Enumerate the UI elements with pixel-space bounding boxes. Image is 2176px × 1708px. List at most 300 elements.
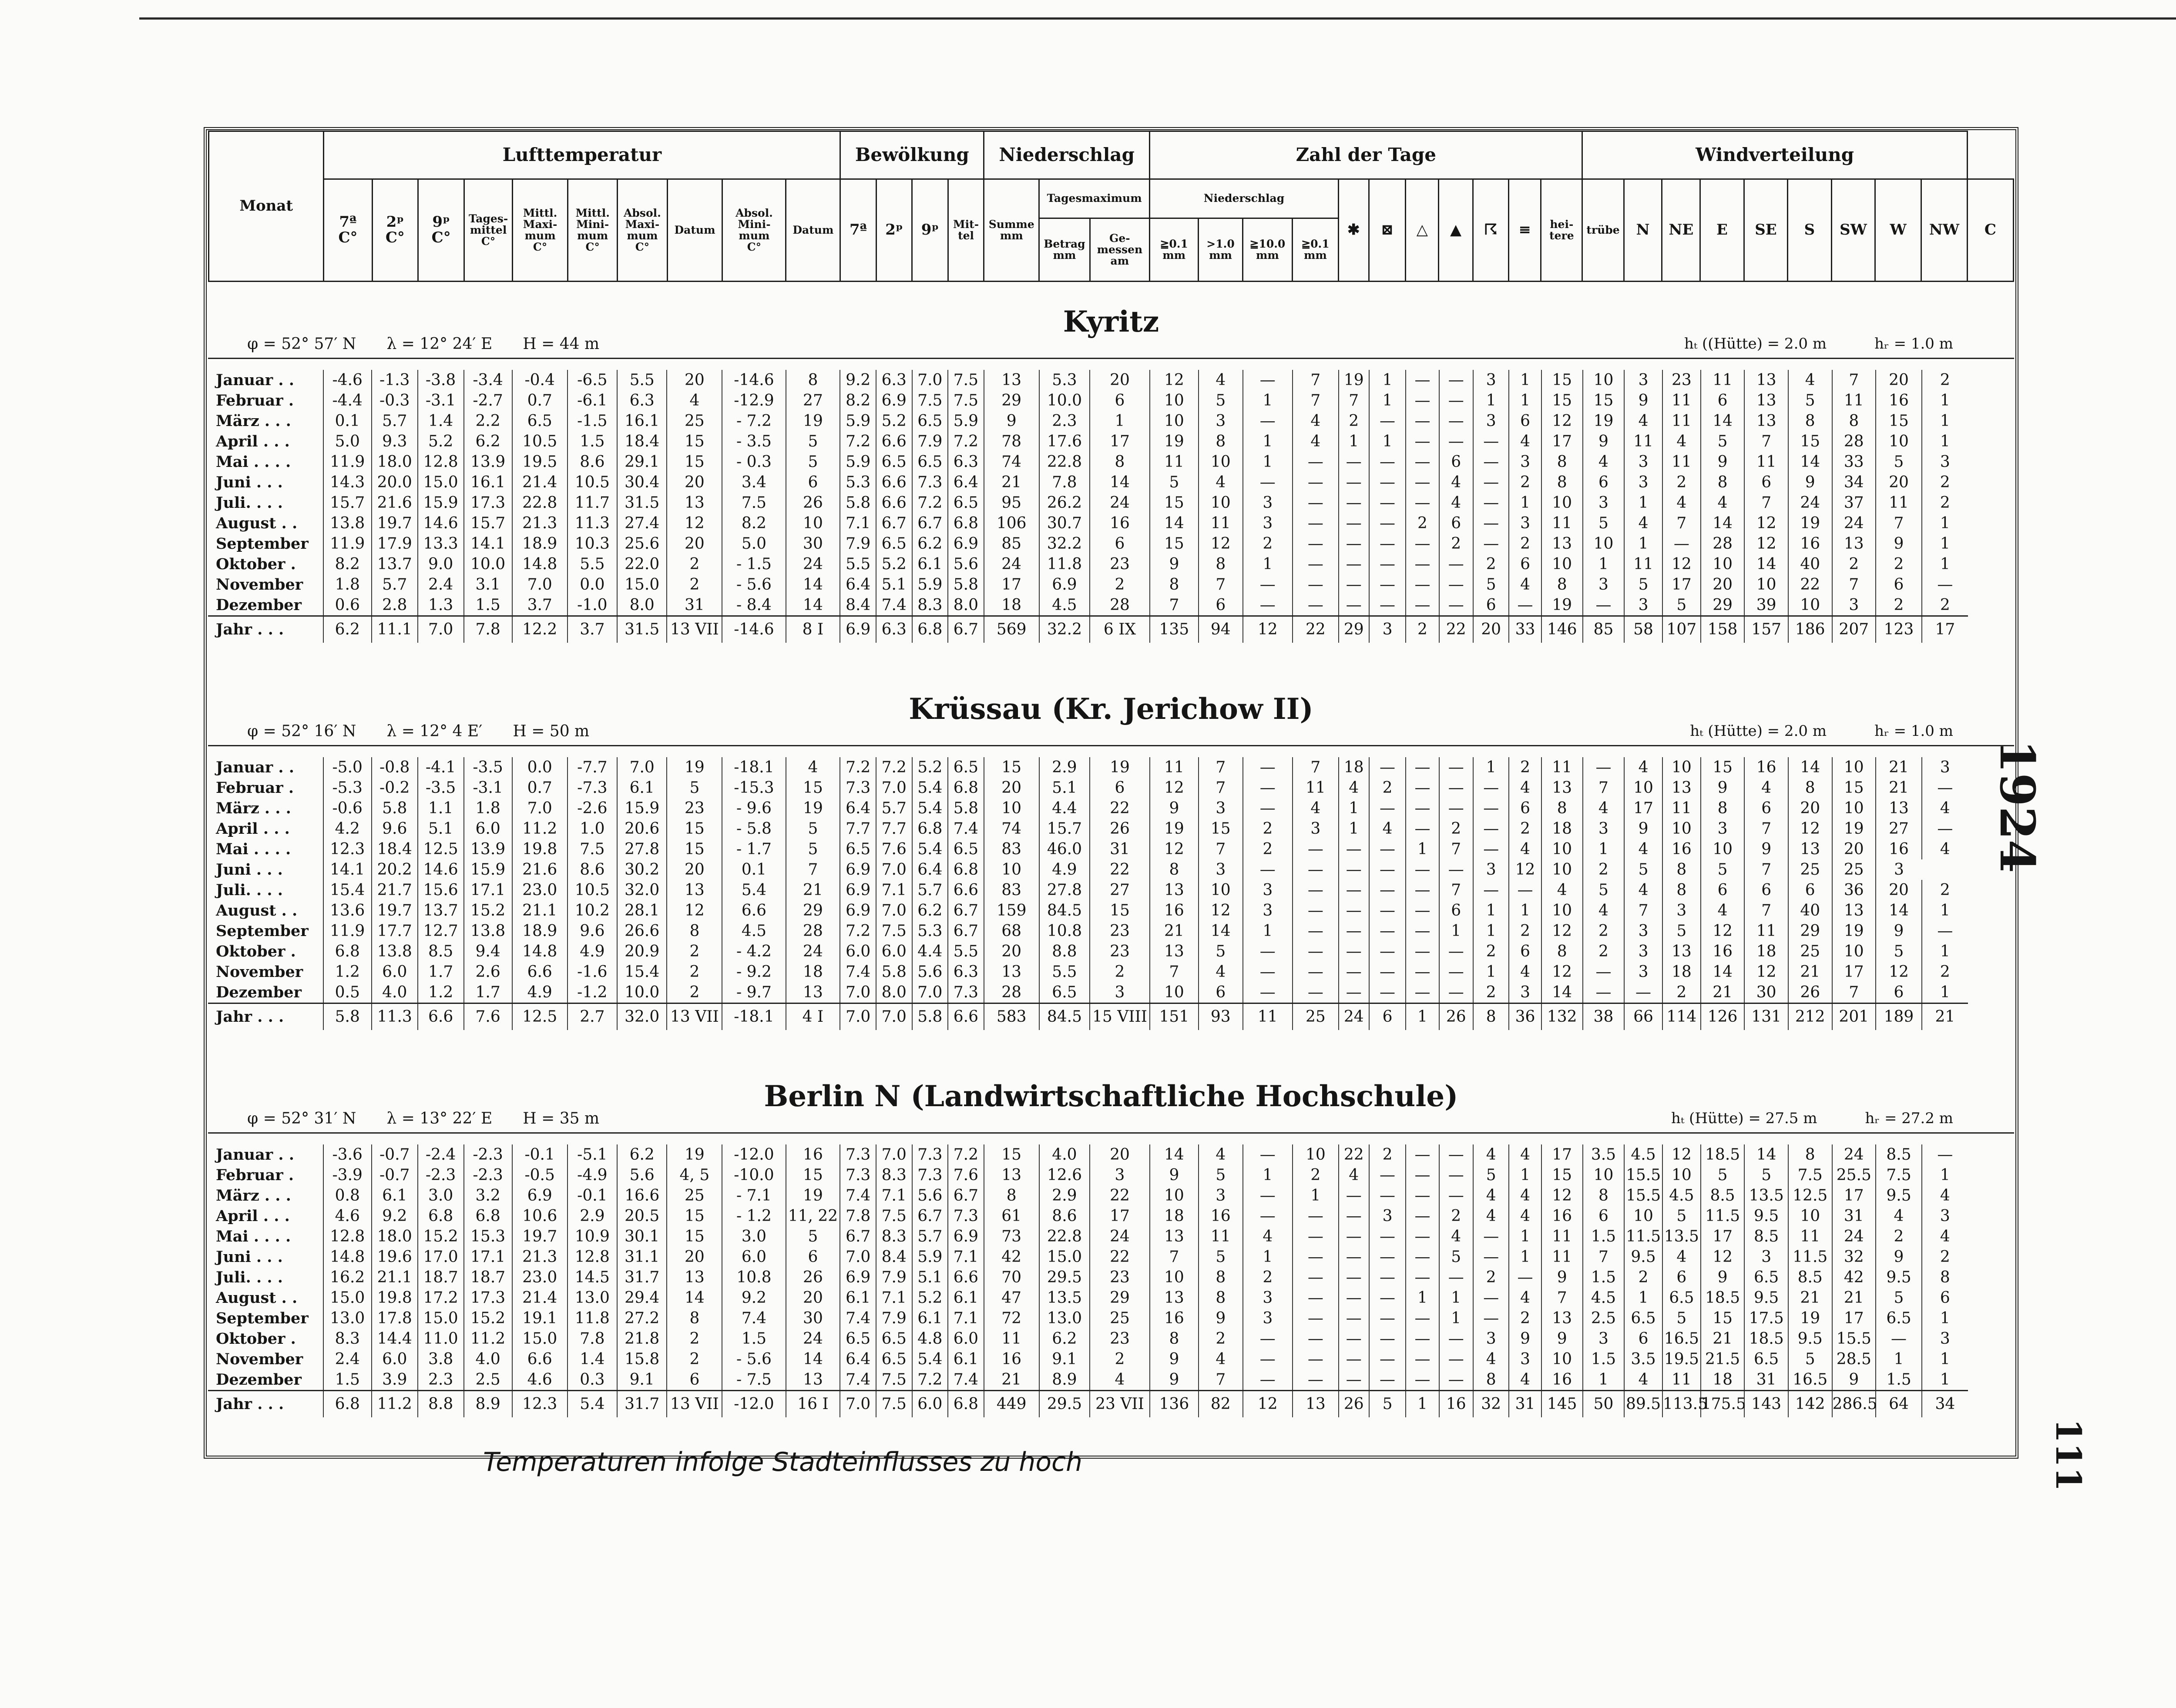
cell: -14.6 [722, 616, 786, 643]
cell: 5.4 [912, 778, 948, 798]
cell: 15.4 [323, 880, 372, 900]
cell: — [1406, 390, 1439, 411]
table-row [208, 880, 2014, 900]
cell: 4.8 [912, 1329, 948, 1349]
cell: 8.2 [323, 554, 372, 574]
cell: 3 [1624, 452, 1662, 472]
cell: — [1243, 1185, 1293, 1206]
cell: 5.9 [840, 452, 876, 472]
cell: — [1369, 962, 1406, 982]
table-row [208, 452, 2014, 472]
cell: 1.2 [418, 982, 464, 1003]
cell: 1 [1369, 370, 1406, 390]
cell: 16.1 [464, 472, 512, 493]
cell: — [1406, 1329, 1439, 1349]
cell: 10 [1150, 1185, 1199, 1206]
cell: 18 [1339, 757, 1369, 778]
cell: — [1293, 1329, 1339, 1349]
cell: 21.3 [512, 1247, 568, 1267]
cell: 12 [667, 900, 722, 921]
cell: 13 [1744, 411, 1788, 431]
cell: 10.6 [512, 1206, 568, 1226]
cell: 6.7 [948, 900, 984, 921]
cell: 5 [1199, 1165, 1243, 1185]
cell: 17 [1922, 616, 1968, 643]
cell: 13 [1832, 900, 1876, 921]
station-title: Berlin N (Landwirtschaftliche Hochschule) [764, 1079, 1458, 1113]
cell: 2.3 [418, 1369, 464, 1391]
cell: 14 [1701, 962, 1745, 982]
cell: 2 [1922, 493, 1968, 513]
cell: 20 [667, 472, 722, 493]
cell: — [1406, 962, 1439, 982]
cell: 4 [667, 390, 722, 411]
cell: — [1293, 554, 1339, 574]
cell: 58 [1624, 616, 1662, 643]
cell: 24 [786, 554, 840, 574]
cell: 6.3 [876, 616, 912, 643]
cell: 4 [1744, 778, 1788, 798]
cell: 8.5 [1876, 1144, 1922, 1165]
cell: 10 [1199, 880, 1243, 900]
cell: — [1406, 859, 1439, 880]
cell: — [1406, 554, 1439, 574]
cell: 5 [1439, 1247, 1473, 1267]
month-label: August . . [216, 514, 298, 532]
cell: 2 [1922, 595, 1968, 616]
cell: 15.7 [1039, 819, 1090, 839]
cell: 4 [1473, 1349, 1509, 1369]
cell: 4 [1509, 839, 1541, 859]
cell: 22.8 [512, 493, 568, 513]
cell: 13 [667, 493, 722, 513]
cell: 17 [1624, 798, 1662, 819]
cell: 3 [1624, 370, 1662, 390]
cell: 13.0 [1039, 1308, 1090, 1329]
cell: 31 [1744, 1369, 1788, 1391]
cell: -12.9 [722, 390, 786, 411]
cell: 9.6 [372, 819, 418, 839]
cell: 6.6 [876, 431, 912, 452]
cell: 8 [1541, 574, 1583, 595]
cell: 4 [1439, 1226, 1473, 1247]
cell: 8.3 [876, 1165, 912, 1185]
cell: 18.7 [418, 1267, 464, 1288]
cell: 13 [1832, 534, 1876, 554]
cell: 4 [1624, 880, 1662, 900]
cell: 4 [1473, 1206, 1509, 1226]
cell: 22 [1339, 1144, 1369, 1165]
cell: 9 [1150, 798, 1199, 819]
cell: 14 [1788, 757, 1832, 778]
cell: 29 [984, 390, 1039, 411]
cell: 4.9 [512, 982, 568, 1003]
cell: 4 [1662, 1247, 1701, 1267]
table-row [208, 819, 2014, 839]
cell: 8 [1150, 1329, 1199, 1349]
cell: 6.9 [876, 390, 912, 411]
cell: — [1293, 1267, 1339, 1288]
cell: - 4.2 [722, 941, 786, 962]
month-label: Januar . . [216, 1146, 294, 1164]
cell: 4 [1624, 1369, 1662, 1391]
cell: 70 [984, 1267, 1039, 1288]
cell: 6 [1509, 411, 1541, 431]
cell: 10 [1832, 757, 1876, 778]
cell: 9 [1832, 1369, 1876, 1391]
cell: 1 [1583, 839, 1624, 859]
cell: 6.9 [512, 1185, 568, 1206]
cell: 9 [1701, 778, 1745, 798]
cell: 9 [984, 411, 1039, 431]
cell: 5 [1701, 1165, 1745, 1185]
cell: 27.8 [1039, 880, 1090, 900]
cell: 11.5 [1788, 1247, 1832, 1267]
cell: 27.2 [617, 1308, 667, 1329]
cell: 3 [1473, 1329, 1509, 1349]
table-row [208, 574, 2014, 595]
cell: 8.3 [323, 1329, 372, 1349]
cell: 7.6 [464, 1003, 512, 1030]
lt-abs-min: Absol. Mini-mum C° [722, 179, 786, 282]
cell: 24 [1832, 1144, 1876, 1165]
cell: 6.6 [948, 1003, 984, 1030]
cell: 19.6 [372, 1247, 418, 1267]
cell: - 5.6 [722, 1349, 786, 1369]
cell: 11 [1541, 757, 1583, 778]
cell: 17 [1541, 1144, 1583, 1165]
cell: 8.4 [840, 595, 876, 616]
cell: 10 [1832, 941, 1876, 962]
cell: 8 [984, 1185, 1039, 1206]
cell: 2 [1509, 472, 1541, 493]
cell: 0.0 [568, 574, 617, 595]
cell: 6 [1439, 452, 1473, 472]
cell: 4 [1199, 962, 1243, 982]
cell: 13 [1744, 370, 1788, 390]
cell: 7 [1150, 1247, 1199, 1267]
cell: 157 [1744, 616, 1788, 643]
cell: 8.4 [876, 1247, 912, 1267]
cell: 7 [1744, 859, 1788, 880]
cell: 25 [1788, 859, 1832, 880]
cell: 6.5 [1662, 1288, 1701, 1308]
cell: 8 [1583, 1185, 1624, 1206]
cell: 7 [1199, 757, 1243, 778]
cell: — [1339, 1308, 1369, 1329]
cell: 16 [1541, 1206, 1583, 1226]
cell: — [1439, 962, 1473, 982]
cell: 14.6 [418, 513, 464, 534]
cell: 9 [1583, 431, 1624, 452]
cell: 14.4 [372, 1329, 418, 1349]
lightning-icon: ☈ [1473, 179, 1509, 282]
cell: 12 [1701, 921, 1745, 941]
cell: — [1406, 900, 1439, 921]
cell: 21 [786, 880, 840, 900]
month-label: Dezember [216, 1371, 302, 1389]
cell: 15.9 [418, 493, 464, 513]
cell: 23 [667, 798, 722, 819]
cell: 8.8 [1039, 941, 1090, 962]
cell: 16 [1662, 839, 1701, 859]
table-row [208, 431, 2014, 452]
cell: 11.5 [1701, 1206, 1745, 1226]
cell: 16 [1439, 1391, 1473, 1418]
cell: 1.5 [1876, 1369, 1922, 1391]
cell: 1 [1922, 900, 1968, 921]
cell: — [1339, 1329, 1369, 1349]
cell: 1 [1922, 1369, 1968, 1391]
cell: — [1473, 1308, 1509, 1329]
station-krussau [208, 692, 2014, 1057]
cell: 5 [786, 452, 840, 472]
cell: 5.6 [912, 962, 948, 982]
cell: 3 [1583, 574, 1624, 595]
cell: 5.1 [912, 1267, 948, 1288]
cell: 36 [1832, 880, 1876, 900]
cell: 11 [1199, 513, 1243, 534]
cell: 7.6 [948, 1165, 984, 1185]
table-row [208, 921, 2014, 941]
cell: 4 [1293, 431, 1339, 452]
cell: 19 [786, 798, 840, 819]
cell: 9 [1701, 1267, 1745, 1288]
cell: 6.5 [1624, 1308, 1662, 1329]
cell: 29 [1339, 616, 1369, 643]
month-label: August . . [216, 1289, 298, 1307]
cell: 7.3 [948, 982, 984, 1003]
cell: 6.5 [948, 493, 984, 513]
cell: 11 [1788, 1226, 1832, 1247]
cell: 4 [1583, 900, 1624, 921]
cell: 7.1 [840, 513, 876, 534]
cell: 21.5 [1701, 1349, 1745, 1369]
cell: 8 [1922, 1267, 1968, 1288]
table-row [208, 900, 2014, 921]
cell: 12 [1150, 370, 1199, 390]
cell: — [1406, 1267, 1439, 1288]
cell: 6.9 [840, 1267, 876, 1288]
cell: 28.5 [1832, 1349, 1876, 1369]
cell: 14 [1199, 921, 1243, 941]
cell: 7 [1199, 1369, 1243, 1391]
cell: 14 [1541, 982, 1583, 1003]
cell: 4 [1922, 1185, 1968, 1206]
cell: — [1406, 452, 1439, 472]
cell: 19 [1541, 595, 1583, 616]
cell: 3 [1624, 962, 1662, 982]
month-label: August . . [216, 902, 298, 919]
cell: 1.1 [418, 798, 464, 819]
cell: 4 [1509, 1206, 1541, 1226]
cell: 13.6 [323, 900, 372, 921]
cell: 5.2 [876, 411, 912, 431]
cell: — [1369, 798, 1406, 819]
cell: 10 [1788, 1206, 1832, 1226]
cell: 19.5 [512, 452, 568, 472]
cell: 13 [667, 880, 722, 900]
cell: 14 [1150, 513, 1199, 534]
cell: 7 [1541, 1288, 1583, 1308]
cell: 11 [1701, 370, 1745, 390]
cell: 21 [1832, 1288, 1876, 1308]
cell: 6 [1439, 513, 1473, 534]
month-label: Juni . . . [216, 1248, 283, 1266]
cell: 2 [1624, 1267, 1662, 1288]
cell: 11 [1150, 757, 1199, 778]
cell: 6.7 [840, 1226, 876, 1247]
cell: 5.9 [912, 574, 948, 595]
cell: 7.0 [876, 859, 912, 880]
cell: 10 [1199, 493, 1243, 513]
cell: 14 [1701, 513, 1745, 534]
cell: 5 [1788, 390, 1832, 411]
cell: — [1473, 1247, 1509, 1267]
cell: — [1339, 493, 1369, 513]
cell: — [1369, 574, 1406, 595]
cell: 15 VIII [1090, 1003, 1150, 1030]
cell: 5.0 [722, 534, 786, 554]
cell: 16 [1876, 839, 1922, 859]
station-heights: hₜ (Hütte) = 2.0 m hᵣ = 1.0 m [1690, 722, 1953, 740]
cell: 16.1 [617, 411, 667, 431]
cell: 7.5 [1876, 1165, 1922, 1185]
cell: — [1439, 859, 1473, 880]
cell: 4 [1509, 1185, 1541, 1206]
cell: 19 [1583, 411, 1624, 431]
cell: 3.9 [372, 1369, 418, 1391]
cell: 14 [786, 574, 840, 595]
cell: 33 [1832, 452, 1876, 472]
cell: 7 [1339, 390, 1369, 411]
cell: 1 [1369, 431, 1406, 452]
cell: 19 [1788, 1308, 1832, 1329]
cell: 20 [984, 778, 1039, 798]
cell: 7.3 [840, 778, 876, 798]
cell: 28 [1090, 595, 1150, 616]
cell: 15.0 [617, 574, 667, 595]
cell: 23 [1662, 370, 1701, 390]
cell: 2 [1922, 370, 1968, 390]
cell: 21.1 [512, 900, 568, 921]
cell: 8.2 [722, 513, 786, 534]
cell: 7 [1744, 900, 1788, 921]
cell: — [1439, 1185, 1473, 1206]
cell: 8.5 [418, 941, 464, 962]
wind-sw: SW [1831, 179, 1875, 282]
data-table [208, 757, 2014, 1030]
cell: 11.8 [568, 1308, 617, 1329]
cell: 23 [1090, 1329, 1150, 1349]
cell: 5 [1662, 921, 1701, 941]
cell: 6.5 [948, 839, 984, 859]
cell: 7.9 [840, 534, 876, 554]
cell: 5 [1473, 1165, 1509, 1185]
cell: 4.9 [568, 941, 617, 962]
cell: 3.0 [418, 1185, 464, 1206]
cell: 30.4 [617, 472, 667, 493]
cell: — [1406, 1185, 1439, 1206]
cell: 4 [1701, 900, 1745, 921]
cell: 2.5 [464, 1369, 512, 1391]
cell: 2.7 [568, 1003, 617, 1030]
cell: 1 [1624, 534, 1662, 554]
table-row [208, 493, 2014, 513]
cell: 7 [1150, 595, 1199, 616]
cell: 12 [1744, 534, 1788, 554]
graupel-icon: ▲ [1439, 179, 1473, 282]
cell: 5.6 [912, 1185, 948, 1206]
cell: 15 [1876, 411, 1922, 431]
cell: 3 [1090, 1165, 1150, 1185]
cell: 6.9 [840, 859, 876, 880]
cell: — [1369, 859, 1406, 880]
cell: 4 I [786, 1003, 840, 1030]
cell: 7 [1832, 982, 1876, 1003]
cell: 6.1 [912, 554, 948, 574]
cell: 32.2 [1039, 616, 1090, 643]
cell: 11 [1662, 411, 1701, 431]
cell: 10 [1662, 757, 1701, 778]
cell: 8 [1701, 472, 1745, 493]
cell: 13.8 [464, 921, 512, 941]
zt-gt-1-0: >1.0 mm [1199, 218, 1243, 282]
cell: -1.2 [568, 982, 617, 1003]
cell: 7 [1876, 513, 1922, 534]
cell: 7.3 [840, 1165, 876, 1185]
cell: — [1293, 1226, 1339, 1247]
cell: 10.5 [568, 472, 617, 493]
cell: 12 [1788, 819, 1832, 839]
cell: -0.7 [372, 1144, 418, 1165]
cell: 6.6 [948, 880, 984, 900]
cell: 4 [1662, 493, 1701, 513]
cell: — [1369, 472, 1406, 493]
cell: 15.5 [1624, 1165, 1662, 1185]
cell: 7.7 [876, 819, 912, 839]
cell: 1.5 [1583, 1226, 1624, 1247]
cell: 3 [1243, 880, 1293, 900]
cell: 7 [1293, 390, 1339, 411]
cell: 2 [667, 982, 722, 1003]
table-row [208, 1247, 2014, 1267]
cell: 1 [1624, 493, 1662, 513]
cell: 22 [1439, 616, 1473, 643]
table-row [208, 778, 2014, 798]
cell: 22 [1090, 859, 1150, 880]
month-label: Juli. . . . [216, 494, 283, 512]
cell: -15.3 [722, 778, 786, 798]
station-coords: φ = 52° 31′ N λ = 13° 22′ E H = 35 m [247, 1110, 600, 1127]
cell: 207 [1832, 616, 1876, 643]
cell: - 7.5 [722, 1369, 786, 1391]
cell: 5 [1583, 513, 1624, 534]
cell: 42 [1832, 1267, 1876, 1288]
table-row [208, 595, 2014, 616]
cell: 12 [1243, 1391, 1293, 1418]
cell: 19 [1832, 921, 1876, 941]
ns-tagesmaximum: Tagesmaximum [1039, 179, 1150, 218]
cell: 1.5 [1583, 1349, 1624, 1369]
cell: 6 [1583, 472, 1624, 493]
cell: 5 [1701, 431, 1745, 452]
cell: 6.0 [722, 1247, 786, 1267]
cell: 20 [1788, 798, 1832, 819]
month-label: November [216, 963, 303, 981]
cell: 32 [1832, 1247, 1876, 1267]
cell: 1 [1369, 390, 1406, 411]
